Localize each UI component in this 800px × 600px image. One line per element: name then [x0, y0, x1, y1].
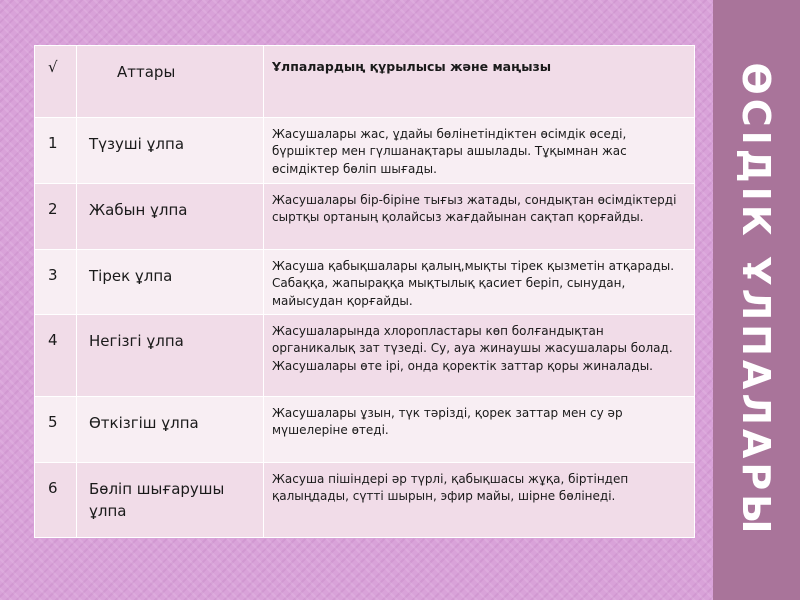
row-number: 3 [35, 250, 77, 315]
tissue-name: Түзуші ұлпа [77, 118, 264, 184]
table-header-row [35, 46, 695, 118]
row-number: 6 [35, 463, 77, 538]
tissue-name: Негізгі ұлпа [77, 315, 264, 397]
slide-title: ӨСІДІК ҰЛПАЛАРЫ [734, 62, 778, 538]
tissue-name: Өткізгіш ұлпа [77, 397, 264, 463]
row-number: 1 [35, 118, 77, 184]
table-row [35, 184, 695, 250]
tissue-name: Бөліп шығарушы ұлпа [77, 463, 264, 538]
row-number: 4 [35, 315, 77, 397]
table-row [35, 250, 695, 315]
tissue-description: Жасушалары ұзын, түк тәрізді, қорек заттар мен су әр мүшелеріне өтеді. [264, 397, 695, 463]
table-row [35, 315, 695, 397]
header-names: Аттары [77, 46, 264, 118]
table-row [35, 463, 695, 538]
tissue-name: Жабын ұлпа [77, 184, 264, 250]
row-number: 5 [35, 397, 77, 463]
tissue-description: Жасуша пішіндері әр түрлі, қабықшасы жұқа, біртіндеп қалыңдады, сүтті шырын, эфир майы, шірне бөлінеді. [264, 463, 695, 538]
table-row [35, 118, 695, 184]
tissue-name: Тірек ұлпа [77, 250, 264, 315]
header-structure: Ұлпалардың құрылысы және маңызы [264, 46, 695, 118]
tissue-description: Жасуша қабықшалары қалың,мықты тірек қызметін атқарады. Сабаққа, жапыраққа мықтылық қасиет беріп, сынудан, майысудан қорғайды. [264, 250, 695, 315]
tissue-description: Жасушалары бір-біріне тығыз жатады, сондықтан өсімдіктерді сыртқы ортаның қолайсыз жағдайынан сақтап қорғайды. [264, 184, 695, 250]
table-row [35, 397, 695, 463]
tissue-description: Жасушалары жас, ұдайы бөлінетіндіктен өсімдік өседі, бүршіктер мен гүлшанақтары ашылады. Тұқымнан жас өсімдіктер бөліп шығады. [264, 118, 695, 184]
row-number: 2 [35, 184, 77, 250]
tissue-table [34, 45, 695, 538]
tissue-description: Жасушаларында хлоропластары көп болғандықтан органикалық зат түзеді. Су, ауа жинаушы жасушалары болад. Жасушалары өте ірі, онда қоректік заттар қоры жиналады. [264, 315, 695, 397]
header-check-mark: √ [35, 46, 77, 118]
